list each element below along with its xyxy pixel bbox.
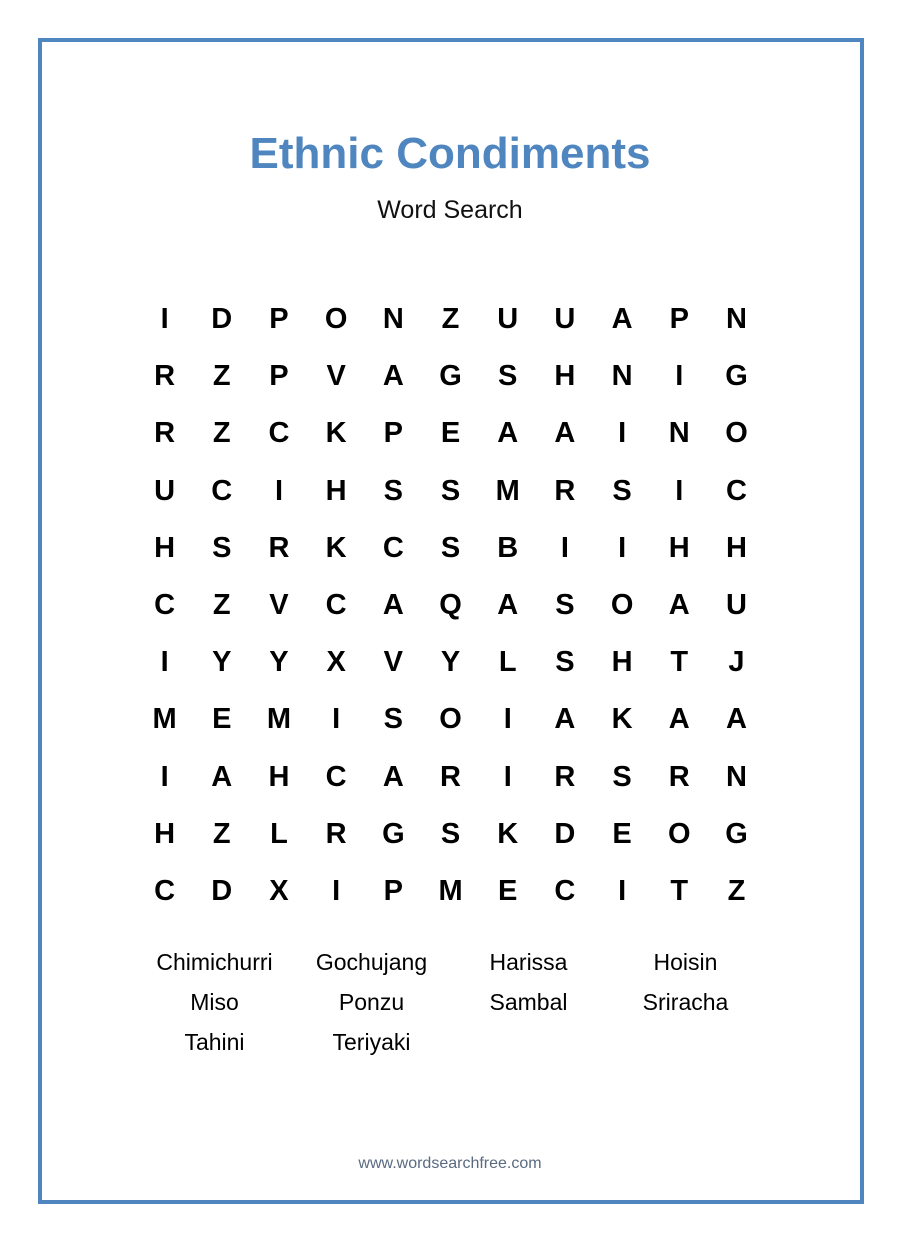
grid-cell: E bbox=[612, 817, 632, 850]
word-list-item: Chimichurri bbox=[156, 949, 273, 975]
grid-cell: Z bbox=[441, 303, 460, 336]
word-list-item: Gochujang bbox=[315, 949, 428, 975]
grid-cell: H bbox=[154, 531, 176, 564]
grid-cell: O bbox=[324, 303, 348, 336]
grid-cell: G bbox=[725, 817, 748, 850]
grid-cell: H bbox=[325, 474, 347, 507]
grid-cell: A bbox=[668, 589, 690, 622]
letter-grid bbox=[136, 291, 765, 920]
word-list-item: Harissa bbox=[489, 949, 568, 975]
grid-cell: R bbox=[154, 360, 176, 393]
grid-cell: Y bbox=[212, 646, 232, 679]
grid-cell: R bbox=[325, 817, 347, 850]
grid-cell: O bbox=[725, 417, 748, 450]
grid-cell: M bbox=[266, 703, 292, 736]
word-list-item: Ponzu bbox=[338, 989, 405, 1015]
grid-cell: M bbox=[495, 474, 520, 507]
grid-cell: O bbox=[439, 703, 462, 736]
grid-cell: Z bbox=[727, 874, 746, 907]
grid-row bbox=[136, 291, 765, 348]
grid-cell: S bbox=[383, 474, 404, 507]
grid-cell: G bbox=[725, 360, 748, 393]
grid-cell: R bbox=[554, 474, 576, 507]
grid-cell: S bbox=[498, 360, 518, 393]
grid-cell: A bbox=[382, 360, 404, 393]
word-list-item: Miso bbox=[190, 989, 239, 1015]
grid-cell: T bbox=[670, 646, 689, 679]
grid-cell: D bbox=[554, 817, 576, 850]
grid-cell: H bbox=[725, 531, 747, 564]
grid-cell: T bbox=[670, 874, 689, 907]
grid-cell: Q bbox=[439, 589, 462, 622]
grid-cell: I bbox=[503, 703, 512, 736]
grid-cell: G bbox=[382, 817, 405, 850]
grid-cell: I bbox=[160, 646, 169, 679]
grid-cell: O bbox=[610, 589, 634, 622]
grid-cell: I bbox=[503, 760, 512, 793]
grid-cell: Z bbox=[212, 417, 231, 450]
grid-cell: H bbox=[154, 817, 176, 850]
grid-cell: C bbox=[725, 474, 747, 507]
grid-cell: A bbox=[382, 760, 404, 793]
grid-cell: K bbox=[325, 417, 347, 450]
grid-cell: B bbox=[497, 531, 519, 564]
grid-cell: E bbox=[498, 874, 518, 907]
word-list-item: Sambal bbox=[489, 989, 568, 1015]
grid-cell: S bbox=[612, 760, 632, 793]
grid-cell: Z bbox=[212, 589, 231, 622]
grid-row bbox=[136, 577, 765, 634]
grid-cell: P bbox=[383, 874, 404, 907]
grid-row bbox=[136, 348, 765, 405]
grid-cell: R bbox=[668, 760, 690, 793]
grid-cell: S bbox=[212, 531, 232, 564]
grid-cell: N bbox=[725, 303, 747, 336]
grid-cell: C bbox=[268, 417, 290, 450]
grid-cell: N bbox=[725, 760, 747, 793]
grid-row bbox=[136, 405, 765, 462]
grid-cell: L bbox=[498, 646, 517, 679]
puzzle-subtitle: Word Search bbox=[377, 196, 523, 224]
grid-cell: A bbox=[554, 417, 576, 450]
word-list-item: Sriracha bbox=[642, 989, 729, 1015]
grid-cell: E bbox=[440, 417, 461, 450]
grid-cell: V bbox=[269, 589, 289, 622]
grid-cell: A bbox=[725, 703, 747, 736]
grid-cell: X bbox=[326, 646, 346, 679]
grid-cell: Y bbox=[269, 646, 289, 679]
grid-cell: I bbox=[618, 531, 627, 564]
grid-cell: I bbox=[160, 303, 169, 336]
grid-cell: P bbox=[383, 417, 404, 450]
grid-cell: X bbox=[269, 874, 289, 907]
grid-cell: H bbox=[668, 531, 690, 564]
grid-cell: P bbox=[269, 360, 289, 393]
grid-cell: C bbox=[154, 589, 176, 622]
grid-cell: R bbox=[268, 531, 290, 564]
grid-cell: M bbox=[152, 703, 177, 736]
grid-cell: A bbox=[211, 760, 233, 793]
grid-cell: Z bbox=[212, 360, 231, 393]
grid-cell: N bbox=[382, 303, 404, 336]
word-list bbox=[136, 942, 765, 1062]
grid-cell: R bbox=[154, 417, 176, 450]
grid-cell: J bbox=[728, 646, 745, 679]
grid-cell: M bbox=[438, 874, 463, 907]
grid-cell: C bbox=[325, 760, 347, 793]
grid-cell: A bbox=[554, 703, 576, 736]
grid-cell: N bbox=[611, 360, 633, 393]
grid-cell: I bbox=[332, 874, 341, 907]
grid-cell: I bbox=[560, 531, 569, 564]
grid-cell: A bbox=[611, 303, 633, 336]
footer-url: www.wordsearchfree.com bbox=[358, 1155, 542, 1172]
grid-cell: V bbox=[383, 646, 404, 679]
grid-cell: C bbox=[325, 589, 347, 622]
grid-row bbox=[136, 463, 765, 520]
grid-cell: D bbox=[211, 874, 233, 907]
grid-cell: H bbox=[611, 646, 633, 679]
grid-cell: P bbox=[669, 303, 689, 336]
grid-cell: C bbox=[554, 874, 576, 907]
grid-row bbox=[136, 691, 765, 748]
grid-cell: I bbox=[332, 703, 341, 736]
grid-cell: C bbox=[211, 474, 233, 507]
grid-cell: G bbox=[439, 360, 462, 393]
grid-cell: I bbox=[618, 874, 627, 907]
grid-row bbox=[136, 749, 765, 806]
grid-cell: V bbox=[326, 360, 346, 393]
grid-cell: A bbox=[497, 417, 519, 450]
grid-cell: Z bbox=[212, 817, 231, 850]
grid-cell: I bbox=[618, 417, 627, 450]
grid-row bbox=[136, 806, 765, 863]
grid-cell: I bbox=[675, 360, 684, 393]
grid-cell: K bbox=[497, 817, 519, 850]
grid-cell: I bbox=[160, 760, 169, 793]
grid-cell: S bbox=[612, 474, 632, 507]
grid-row bbox=[136, 634, 765, 691]
grid-cell: K bbox=[325, 531, 347, 564]
grid-cell: S bbox=[440, 474, 461, 507]
grid-cell: P bbox=[269, 303, 289, 336]
puzzle-title: Ethnic Condiments bbox=[249, 129, 651, 178]
grid-cell: U bbox=[497, 303, 519, 336]
grid-cell: K bbox=[611, 703, 633, 736]
grid-cell: E bbox=[212, 703, 232, 736]
word-list-item: Hoisin bbox=[653, 949, 718, 975]
grid-cell: O bbox=[668, 817, 691, 850]
grid-cell: A bbox=[497, 589, 519, 622]
grid-cell: H bbox=[554, 360, 576, 393]
grid-cell: A bbox=[668, 703, 690, 736]
grid-cell: Y bbox=[440, 646, 461, 679]
grid-cell: D bbox=[211, 303, 233, 336]
grid-cell: N bbox=[668, 417, 690, 450]
grid-cell: A bbox=[382, 589, 404, 622]
grid-cell: S bbox=[383, 703, 404, 736]
grid-cell: S bbox=[440, 817, 461, 850]
grid-cell: S bbox=[555, 589, 575, 622]
grid-row bbox=[136, 863, 765, 920]
grid-cell: R bbox=[440, 760, 461, 793]
grid-cell: U bbox=[554, 303, 576, 336]
grid-row bbox=[136, 520, 765, 577]
grid-cell: I bbox=[675, 474, 684, 507]
grid-cell: S bbox=[440, 531, 461, 564]
grid-cell: S bbox=[555, 646, 575, 679]
grid-cell: C bbox=[382, 531, 404, 564]
grid-cell: R bbox=[554, 760, 576, 793]
grid-cell: U bbox=[154, 474, 176, 507]
grid-cell: L bbox=[270, 817, 288, 850]
grid-cell: H bbox=[268, 760, 290, 793]
grid-cell: C bbox=[154, 874, 176, 907]
word-list-item: Teriyaki bbox=[332, 1029, 411, 1055]
word-list-item: Tahini bbox=[184, 1029, 245, 1055]
grid-cell: U bbox=[725, 589, 747, 622]
grid-cell: I bbox=[274, 474, 283, 507]
